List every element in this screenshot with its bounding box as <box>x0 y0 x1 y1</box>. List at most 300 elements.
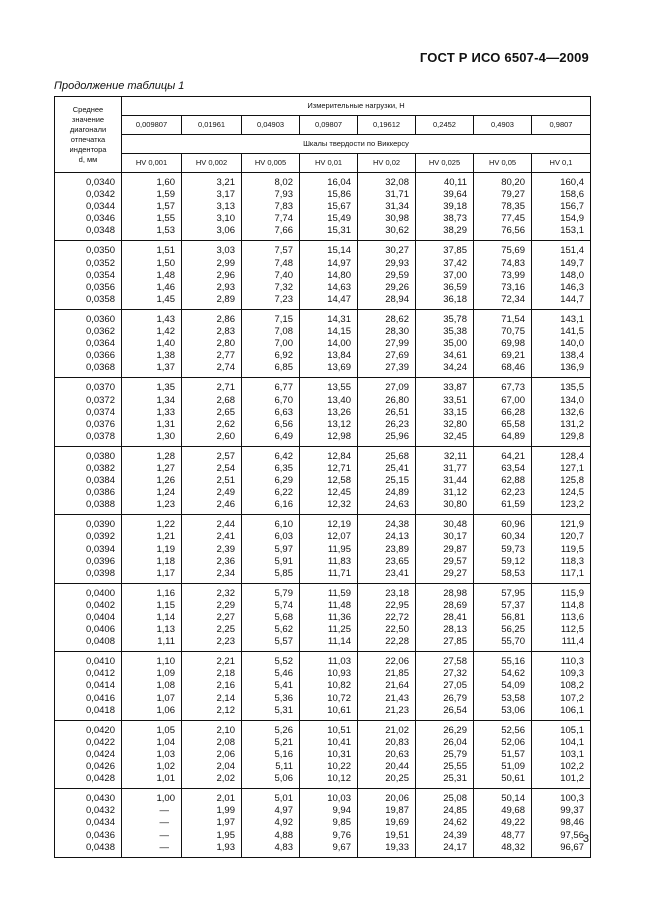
hardness-value: 149,7 <box>560 257 584 269</box>
hardness-value: 125,8 <box>560 475 584 487</box>
hardness-cell <box>300 378 358 446</box>
hardness-value: 1,53 <box>156 225 175 237</box>
hardness-value: 22,50 <box>385 624 409 636</box>
hardness-cell <box>532 652 591 720</box>
hardness-value: 26,54 <box>443 704 467 716</box>
hardness-value: 15,67 <box>327 201 351 213</box>
hardness-value: 22,95 <box>385 599 409 611</box>
scale-header: HV 0,05 <box>474 154 532 173</box>
diagonal-cell <box>55 720 122 788</box>
hardness-cell <box>182 241 242 309</box>
hardness-value: 61,59 <box>501 499 525 511</box>
hardness-value: 11,83 <box>327 555 351 567</box>
hardness-value: 11,03 <box>327 656 351 668</box>
diagonal-value: 0,0348 <box>85 225 115 237</box>
hardness-value: 1,04 <box>156 736 175 748</box>
hardness-cell <box>358 173 416 241</box>
hardness-value: 7,08 <box>274 326 293 338</box>
hardness-value: 5,31 <box>274 704 293 716</box>
hardness-value: 110,3 <box>560 656 584 668</box>
hardness-cell <box>532 241 591 309</box>
hardness-cell <box>474 720 532 788</box>
hardness-value: 1,24 <box>156 487 175 499</box>
hardness-value: 56,25 <box>501 624 525 636</box>
hardness-cell <box>474 515 532 583</box>
table-row-group <box>55 241 591 309</box>
hardness-value: 10,22 <box>327 761 351 773</box>
hardness-value: 1,06 <box>156 704 175 716</box>
hardness-value: 2,39 <box>216 543 235 555</box>
diagonal-value: 0,0396 <box>85 555 115 567</box>
hardness-value: 2,68 <box>216 394 235 406</box>
hardness-cell <box>416 583 474 651</box>
hardness-value: 1,51 <box>156 245 175 257</box>
hardness-value: 69,98 <box>501 338 525 350</box>
hardness-value: 1,18 <box>156 555 175 567</box>
hardness-value: 49,22 <box>501 817 525 829</box>
diagonal-value: 0,0398 <box>85 567 115 579</box>
hardness-value: 136,9 <box>560 362 584 374</box>
hardness-cell <box>122 720 182 788</box>
hardness-cell <box>182 446 242 514</box>
hardness-cell <box>358 515 416 583</box>
hardness-value: 10,41 <box>327 736 351 748</box>
hardness-value: 67,73 <box>501 382 525 394</box>
hardness-cell <box>300 446 358 514</box>
hardness-value: 120,7 <box>560 531 584 543</box>
col-diagonal-header: Среднее значение диагонали отпечатка индентора d, мм <box>55 97 122 173</box>
hardness-value: 11,71 <box>327 567 351 579</box>
hardness-value: 21,02 <box>385 724 409 736</box>
hardness-value: 1,21 <box>156 531 175 543</box>
hardness-value: 134,0 <box>560 394 584 406</box>
hardness-value: 114,8 <box>560 599 584 611</box>
hardness-cell <box>358 309 416 377</box>
hardness-value: 49,68 <box>501 805 525 817</box>
hardness-value: 26,80 <box>385 394 409 406</box>
hardness-value: 97,56 <box>560 829 584 841</box>
hardness-value: 1,35 <box>156 382 175 394</box>
hardness-value: 4,83 <box>274 841 293 853</box>
hardness-value: 53,58 <box>501 692 525 704</box>
hardness-cell <box>358 446 416 514</box>
hardness-value: 34,24 <box>443 362 467 374</box>
document-header: ГОСТ Р ИСО 6507-4—2009 <box>419 50 589 65</box>
hardness-value: 2,16 <box>216 680 235 692</box>
hardness-cell <box>474 652 532 720</box>
hardness-cell <box>474 583 532 651</box>
diagonal-value: 0,0422 <box>85 736 115 748</box>
hardness-value: 3,13 <box>216 201 235 213</box>
hardness-cell <box>300 583 358 651</box>
diagonal-cell <box>55 241 122 309</box>
hardness-value: 2,83 <box>216 326 235 338</box>
hardness-value: 7,32 <box>274 281 293 293</box>
hardness-value: 24,38 <box>385 519 409 531</box>
hardness-value: 2,02 <box>216 773 235 785</box>
hardness-value: 22,06 <box>385 656 409 668</box>
hardness-cell <box>532 446 591 514</box>
hardness-value: 2,25 <box>216 624 235 636</box>
hardness-value: 23,65 <box>385 555 409 567</box>
hardness-value: 28,30 <box>385 326 409 338</box>
hardness-value: 5,16 <box>274 748 293 760</box>
hardness-value: 2,44 <box>216 519 235 531</box>
hardness-value: 1,38 <box>156 350 175 362</box>
hardness-cell <box>242 378 300 446</box>
hardness-value: 20,63 <box>385 748 409 760</box>
hardness-value: 9,94 <box>332 805 351 817</box>
hardness-value: 7,15 <box>274 313 293 325</box>
hardness-value: 57,37 <box>501 599 525 611</box>
diagonal-cell <box>55 378 122 446</box>
hardness-cell <box>242 173 300 241</box>
hardness-value: 60,34 <box>501 531 525 543</box>
hardness-value: 55,70 <box>501 636 525 648</box>
diagonal-value: 0,0428 <box>85 773 115 785</box>
hardness-value: 107,2 <box>560 692 584 704</box>
hardness-value: 11,25 <box>327 624 351 636</box>
hardness-value: 34,61 <box>443 350 467 362</box>
hardness-value: 33,87 <box>443 382 467 394</box>
hardness-value: 6,56 <box>274 418 293 430</box>
hardness-value: 128,4 <box>560 450 584 462</box>
hardness-value: 20,25 <box>385 773 409 785</box>
hardness-value: 2,51 <box>216 475 235 487</box>
diagonal-value: 0,0360 <box>85 313 115 325</box>
hardness-cell <box>358 652 416 720</box>
hardness-value: 5,41 <box>274 680 293 692</box>
hardness-value: 29,59 <box>385 269 409 281</box>
hardness-value: 37,85 <box>443 245 467 257</box>
hardness-value: 71,54 <box>501 313 525 325</box>
hardness-cell <box>242 583 300 651</box>
hardness-cell <box>474 173 532 241</box>
hardness-value: 26,51 <box>385 406 409 418</box>
hardness-value: 144,7 <box>560 293 584 305</box>
hardness-value: 31,71 <box>385 189 409 201</box>
hardness-value: 30,80 <box>443 499 467 511</box>
hardness-value: 6,16 <box>274 499 293 511</box>
hardness-value: 38,73 <box>443 213 467 225</box>
hardness-value: 13,55 <box>327 382 351 394</box>
hardness-cell <box>416 446 474 514</box>
hardness-cell <box>300 241 358 309</box>
table-row-group <box>55 583 591 651</box>
hardness-value: 119,5 <box>560 543 584 555</box>
hardness-value: 12,84 <box>327 450 351 462</box>
load-header: 0,009807 <box>122 116 182 135</box>
hardness-value: 14,47 <box>327 293 351 305</box>
scale-header: HV 0,02 <box>358 154 416 173</box>
table-caption: Продолжение таблицы 1 <box>54 80 185 92</box>
hardness-value: 50,61 <box>501 773 525 785</box>
hardness-value: 19,33 <box>385 841 409 853</box>
diagonal-value: 0,0390 <box>85 519 115 531</box>
hardness-value: 105,1 <box>560 724 584 736</box>
hardness-value: 4,88 <box>274 829 293 841</box>
hardness-value: 10,51 <box>327 724 351 736</box>
hardness-value: 7,00 <box>274 338 293 350</box>
table-row-group <box>55 309 591 377</box>
hardness-value: 10,12 <box>327 773 351 785</box>
hardness-value: 2,04 <box>216 761 235 773</box>
diagonal-value: 0,0368 <box>85 362 115 374</box>
hardness-value: 28,13 <box>443 624 467 636</box>
hardness-value: 37,42 <box>443 257 467 269</box>
hardness-value: 1,15 <box>156 599 175 611</box>
hardness-value: 11,36 <box>327 612 351 623</box>
hardness-table <box>54 96 591 858</box>
hardness-cell <box>182 378 242 446</box>
hardness-value: 5,11 <box>275 761 293 773</box>
diagonal-value: 0,0384 <box>85 475 115 487</box>
diagonal-cell <box>55 309 122 377</box>
diagonal-value: 0,0370 <box>85 382 115 394</box>
hardness-value: 39,64 <box>443 189 467 201</box>
hardness-value: 2,89 <box>216 293 235 305</box>
hardness-value: 2,23 <box>216 636 235 648</box>
hardness-value: 1,31 <box>156 418 175 430</box>
hardness-cell <box>416 789 474 857</box>
scale-header: HV 0,025 <box>416 154 474 173</box>
hardness-value: 33,51 <box>443 394 467 406</box>
diagonal-value: 0,0352 <box>85 257 115 269</box>
scale-header: HV 0,01 <box>300 154 358 173</box>
hardness-cell <box>242 241 300 309</box>
hardness-value: 67,00 <box>501 394 525 406</box>
hardness-value: 31,12 <box>443 487 467 499</box>
hardness-cell <box>532 309 591 377</box>
diagonal-value: 0,0420 <box>85 724 115 736</box>
hardness-value: 7,93 <box>274 189 293 201</box>
hardness-value: 64,89 <box>501 430 525 442</box>
hardness-cell <box>300 720 358 788</box>
table-row-group <box>55 720 591 788</box>
hardness-cell <box>122 789 182 857</box>
scale-header: HV 0,002 <box>182 154 242 173</box>
hardness-value: 103,1 <box>560 748 584 760</box>
hardness-value: 5,46 <box>274 668 293 680</box>
hardness-cell <box>122 173 182 241</box>
hardness-value: 138,4 <box>560 350 584 362</box>
hardness-value: 24,62 <box>443 817 467 829</box>
hardness-value: 160,4 <box>560 177 584 188</box>
diagonal-value: 0,0430 <box>85 793 115 805</box>
hardness-value: 100,3 <box>560 793 584 805</box>
diagonal-cell <box>55 652 122 720</box>
hardness-value: 26,04 <box>443 736 467 748</box>
hardness-value: 101,2 <box>560 773 584 785</box>
hardness-value: 28,69 <box>443 599 467 611</box>
hardness-value: 1,97 <box>216 817 235 829</box>
hardness-value: 2,93 <box>216 281 235 293</box>
hardness-value: 29,93 <box>385 257 409 269</box>
hardness-value: 15,31 <box>327 225 351 237</box>
hardness-value: 2,18 <box>216 668 235 680</box>
hardness-value: 35,00 <box>443 338 467 350</box>
diagonal-value: 0,0342 <box>85 189 115 201</box>
hardness-value: 2,96 <box>216 269 235 281</box>
hardness-value: 141,5 <box>560 326 584 338</box>
hardness-value: 6,35 <box>274 462 293 474</box>
hardness-cell <box>122 241 182 309</box>
hardness-value: 79,27 <box>501 189 525 201</box>
hardness-cell <box>474 378 532 446</box>
hardness-value: 24,13 <box>385 531 409 543</box>
hardness-value: 25,68 <box>385 450 409 462</box>
hardness-value: 2,74 <box>216 362 235 374</box>
diagonal-value: 0,0416 <box>85 692 115 704</box>
hardness-value: 14,63 <box>327 281 351 293</box>
hardness-value: 15,86 <box>327 189 351 201</box>
diagonal-value: 0,0424 <box>85 748 115 760</box>
hardness-value: 29,87 <box>443 543 467 555</box>
hardness-value: 29,57 <box>443 555 467 567</box>
hardness-value: 1,05 <box>156 724 175 736</box>
hardness-value: 1,34 <box>156 394 175 406</box>
hardness-value: 6,22 <box>274 487 293 499</box>
hardness-value: 8,02 <box>274 177 293 188</box>
hardness-value: 11,14 <box>327 636 351 648</box>
hardness-cell <box>300 515 358 583</box>
hardness-value: 10,72 <box>327 692 351 704</box>
hardness-value: 14,97 <box>327 257 351 269</box>
hardness-cell <box>416 309 474 377</box>
diagonal-value: 0,0372 <box>85 394 115 406</box>
hardness-value: 158,6 <box>560 189 584 201</box>
hardness-value: 9,85 <box>332 817 351 829</box>
hardness-value: 132,6 <box>560 406 584 418</box>
hardness-value: 2,57 <box>216 450 235 462</box>
hardness-value: 1,45 <box>156 293 175 305</box>
hardness-value: 2,27 <box>216 612 235 623</box>
hardness-value: 7,57 <box>274 245 293 257</box>
hardness-value: 76,56 <box>501 225 525 237</box>
hardness-value: 117,1 <box>560 567 584 579</box>
hardness-value: 14,15 <box>327 326 351 338</box>
hardness-value: 23,18 <box>385 587 409 599</box>
hardness-cell <box>122 378 182 446</box>
hardness-value: 40,11 <box>443 177 467 188</box>
hardness-value: 26,29 <box>443 724 467 736</box>
hardness-value: 143,1 <box>560 313 584 325</box>
hardness-value: 1,50 <box>156 257 175 269</box>
hardness-value: 12,19 <box>327 519 351 531</box>
hardness-value: 77,45 <box>501 213 525 225</box>
hardness-value: — <box>159 829 169 841</box>
hardness-value: 23,89 <box>385 543 409 555</box>
hardness-value: 7,74 <box>274 213 293 225</box>
hardness-value: 2,49 <box>216 487 235 499</box>
hardness-value: 14,80 <box>327 269 351 281</box>
scale-header: HV 0,005 <box>242 154 300 173</box>
diagonal-value: 0,0436 <box>85 829 115 841</box>
hardness-cell <box>122 652 182 720</box>
loads-row <box>55 116 591 135</box>
hardness-value: 123,2 <box>560 499 584 511</box>
hardness-value: 48,32 <box>501 841 525 853</box>
hardness-value: 29,26 <box>385 281 409 293</box>
hardness-value: 1,55 <box>156 213 175 225</box>
hardness-value: 14,00 <box>327 338 351 350</box>
hardness-value: 73,99 <box>501 269 525 281</box>
hardness-value: 64,21 <box>501 450 525 462</box>
table-row-group <box>55 446 591 514</box>
hardness-value: 151,4 <box>560 245 584 257</box>
hardness-value: — <box>159 841 169 853</box>
hardness-value: 1,42 <box>156 326 175 338</box>
hardness-value: 4,92 <box>274 817 293 829</box>
hardness-value: 25,79 <box>443 748 467 760</box>
hardness-cell <box>474 309 532 377</box>
hardness-value: 10,03 <box>327 793 351 805</box>
scale-header: HV 0,001 <box>122 154 182 173</box>
hardness-value: 140,0 <box>560 338 584 350</box>
hardness-value: 124,5 <box>560 487 584 499</box>
hardness-value: 32,45 <box>443 430 467 442</box>
hardness-value: 148,0 <box>560 269 584 281</box>
hardness-value: 2,46 <box>216 499 235 511</box>
hardness-value: 57,95 <box>501 587 525 599</box>
diagonal-value: 0,0350 <box>85 245 115 257</box>
diagonal-value: 0,0412 <box>85 668 115 680</box>
hardness-value: 108,2 <box>560 680 584 692</box>
hardness-cell <box>532 789 591 857</box>
hardness-value: 5,85 <box>274 567 293 579</box>
hardness-cell <box>416 173 474 241</box>
hardness-value: 2,99 <box>216 257 235 269</box>
hardness-value: 1,22 <box>156 519 175 531</box>
hardness-value: 5,97 <box>274 543 293 555</box>
hardness-value: 153,1 <box>560 225 584 237</box>
scales-title: Шкалы твердости по Виккерсу <box>122 135 591 154</box>
hardness-value: 11,59 <box>327 587 351 599</box>
hardness-value: 104,1 <box>560 736 584 748</box>
hardness-value: 13,69 <box>327 362 351 374</box>
hardness-value: 25,15 <box>385 475 409 487</box>
hardness-cell <box>416 720 474 788</box>
hardness-value: 1,99 <box>216 805 235 817</box>
hardness-value: 1,27 <box>156 462 175 474</box>
hardness-value: 31,44 <box>443 475 467 487</box>
hardness-cell <box>358 583 416 651</box>
diagonal-value: 0,0392 <box>85 531 115 543</box>
hardness-value: 1,26 <box>156 475 175 487</box>
diagonal-value: 0,0366 <box>85 350 115 362</box>
diagonal-cell <box>55 446 122 514</box>
hardness-value: 23,41 <box>385 567 409 579</box>
hardness-value: 56,81 <box>501 612 525 623</box>
hardness-value: 30,17 <box>443 531 467 543</box>
hardness-value: 5,26 <box>274 724 293 736</box>
hardness-value: 12,58 <box>327 475 351 487</box>
hardness-cell <box>242 515 300 583</box>
hardness-value: 2,12 <box>216 704 235 716</box>
hardness-value: — <box>159 817 169 829</box>
hardness-value: 32,80 <box>443 418 467 430</box>
hardness-value: 19,69 <box>385 817 409 829</box>
hardness-value: 115,9 <box>560 587 584 599</box>
hardness-value: 9,67 <box>332 841 351 853</box>
diagonal-value: 0,0434 <box>85 817 115 829</box>
hardness-value: 1,08 <box>156 680 175 692</box>
hardness-value: 10,31 <box>327 748 351 760</box>
hardness-value: 10,61 <box>327 704 351 716</box>
hardness-cell <box>416 378 474 446</box>
hardness-value: 11,95 <box>327 543 351 555</box>
diagonal-value: 0,0382 <box>85 462 115 474</box>
